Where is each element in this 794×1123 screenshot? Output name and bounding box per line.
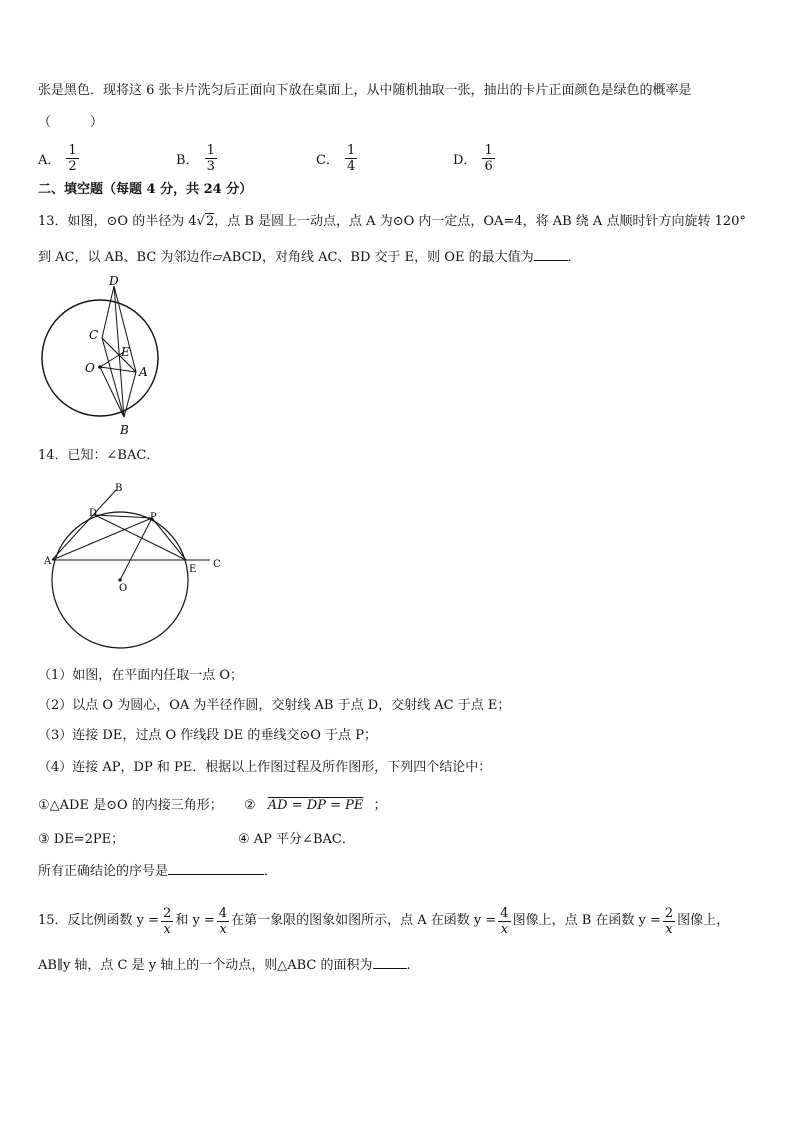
option-fraction: $\frac{1}{3}$	[206, 143, 215, 174]
q15-line2: AB∥y 轴，点 C 是 y 轴上的一个动点，则△ABC 的面积为 .	[38, 958, 411, 973]
q14-conclusion-4: ④ AP 平分∠BAC．	[238, 832, 355, 847]
option-b	[176, 143, 219, 174]
label-o: O	[85, 361, 95, 375]
option-letter: A．	[38, 153, 61, 168]
answer-blank	[534, 260, 568, 261]
q14-step1: （1）如图，在平面内任取一点 O；	[38, 668, 244, 683]
q13-line2: 到 AC，以 AB、BC 为邻边作▱ABCD，对角线 AC、BD 交于 E，则 OE 的最大值为 ．	[38, 250, 581, 265]
q12-text: 张是黑色．现将这 6 张卡片洗匀后正面向下放在桌面上，从中随机抽取一张，抽出的卡片正面颜色是绿色的概率是	[38, 83, 692, 98]
q13-line1: 13．如图，⊙O 的半径为 4√2，点 B 是圆上一动点，点 A 为⊙O 内一定点，OA=4，将 AB 绕 A 点顺时针方向旋转 120°	[38, 214, 746, 229]
label-d: D	[109, 274, 119, 288]
q13-figure	[36, 272, 166, 442]
option-letter: D．	[453, 153, 477, 168]
sqrt-arg: 2	[205, 214, 215, 229]
option-d	[453, 143, 497, 174]
answer-blank	[373, 968, 407, 969]
option-a	[38, 143, 81, 174]
point-o	[118, 578, 121, 581]
label-b: B	[120, 423, 129, 437]
option-c	[316, 143, 359, 174]
point-o	[98, 365, 102, 369]
label-d: D	[89, 508, 98, 519]
q13-lines	[100, 286, 136, 417]
option-fraction: $\frac{1}{4}$	[346, 143, 356, 174]
circle-o	[42, 300, 158, 416]
label-c: C	[89, 328, 99, 342]
option-fraction: $\frac{1}{2}$	[68, 143, 77, 174]
q14-answer: 所有正确结论的序号是 ．	[38, 864, 278, 879]
label-e: E	[189, 564, 197, 575]
q14-step4: （4）连接 AP，DP 和 PE．根据以上作图过程及所作图形，下列四个结论中：	[38, 760, 492, 775]
option-letter: C．	[316, 153, 339, 168]
q14-conclusion-3: ③ DE=2PE；	[38, 832, 125, 847]
label-b: B	[115, 483, 123, 494]
label-o: O	[119, 583, 128, 594]
q14-conclusion-1: ①△ADE 是⊙O 的内接三角形；	[38, 798, 223, 813]
q14-conclusion-2: ② AD = DP = PE ；	[244, 798, 387, 813]
q14-step3: （3）连接 DE，过点 O 作线段 DE 的垂线交⊙O 于点 P；	[38, 728, 377, 743]
section-title: 二、填空题（每题 4 分，共 24 分）	[38, 182, 253, 197]
fraction: $\frac{4}{x}$	[218, 905, 228, 937]
fraction: $\frac{2}{x}$	[163, 905, 172, 937]
fraction: $\frac{2}{x}$	[664, 905, 674, 937]
q12-answer-paren: （ ）	[38, 115, 104, 130]
sqrt-symbol: √	[196, 214, 205, 229]
option-fraction: $\frac{1}{6}$	[484, 143, 493, 174]
q15-line1: 15．反比例函数 y = $\frac{2}{x}$ 和 y = $\frac{4}{x}$ 在第一象限的图象如图所示，点 A 在函数 y = $\frac{4}{x}$ 图像上，点 B 在函数 y = $\frac{2}{x}$ 图像上，	[38, 905, 730, 937]
q14-figure	[38, 478, 228, 653]
q14-step2: （2）以点 O 为圆心，OA 为半径作圆，交射线 AB 于点 D，交射线 AC 于点 E；	[38, 698, 511, 713]
q14-intro: 14．已知：∠BAC．	[38, 448, 160, 463]
label-a: A	[139, 365, 148, 379]
label-e: E	[121, 345, 130, 359]
fraction: $\frac{4}{x}$	[500, 905, 509, 937]
option-letter: B．	[176, 153, 199, 168]
label-c: C	[213, 559, 221, 570]
label-a: A	[44, 556, 52, 567]
answer-blank	[168, 874, 264, 875]
label-p: P	[150, 512, 157, 523]
